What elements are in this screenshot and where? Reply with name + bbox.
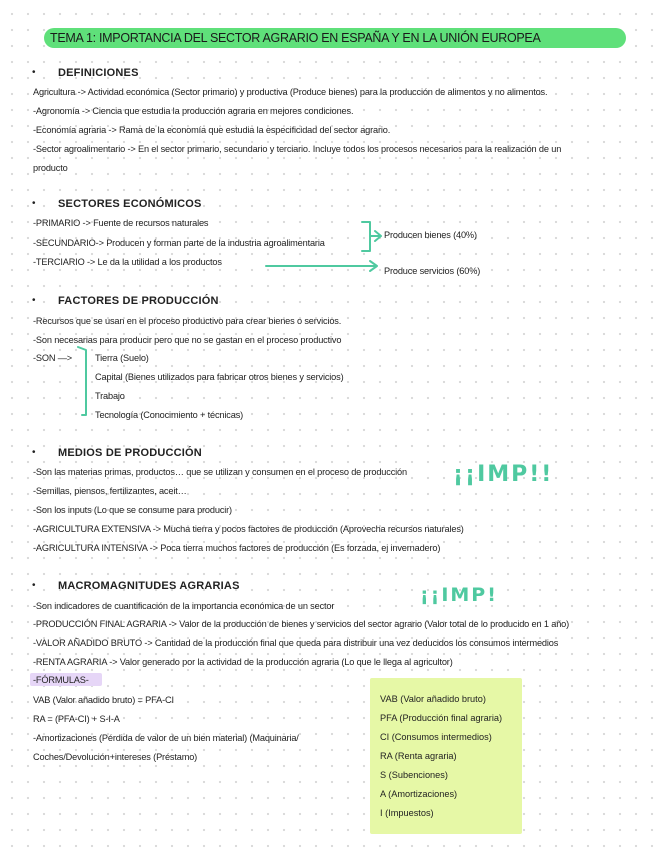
text-line: -Amortizaciones (Pérdida de valor de un bien material) (Maquinaria/ — [33, 733, 299, 743]
text-line: -AGRICULTURA EXTENSIVA -> Mucha tierra y pocos factores de producción (Aprovecha recursos naturales) — [33, 524, 464, 534]
bracket-icon — [362, 222, 370, 251]
legend-item: PFA (Producción final agraria) — [380, 713, 503, 723]
text-line: -RENTA AGRARIA -> Valor generado por la actividad de la producción agraria (Lo que le llega al agricultor) — [33, 657, 453, 667]
legend-item: A (Amortizaciones) — [380, 789, 458, 799]
text-line: producto — [33, 163, 68, 173]
section-heading-sectores: SECTORES ECONÓMICOS — [58, 198, 202, 210]
text-line: -Semillas, piensos, fertilizantes, aceit… — [33, 486, 187, 496]
text-line: -PRODUCCIÓN FINAL AGRARIA -> Valor de la producción de bienes y servicios del sector agrario (Valor total de lo producido en 1 año) — [33, 619, 570, 629]
bullet: • — [32, 580, 36, 591]
bullet: • — [32, 447, 36, 458]
section-heading-macro: MACROMAGNITUDES AGRARIAS — [58, 580, 240, 592]
text-line: -SECUNDARIO-> Producen y forman parte de la industria agroalimentaria — [33, 238, 325, 248]
text-line: -Economía agraria -> Rama de la economía que estudia la especificidad del sector agrario. — [33, 125, 391, 135]
text-line: Producen bienes (40%) — [384, 230, 477, 240]
bullet: • — [32, 295, 36, 306]
legend-item: I (Impuestos) — [380, 808, 434, 818]
text-line: -VALOR AÑADIDO BRUTO -> Cantidad de la producción final que queda para distribuir una vez deducidos los consumos intermedios — [33, 638, 559, 648]
text-line: Produce servicios (60%) — [384, 266, 481, 276]
bullet: • — [32, 198, 36, 209]
list-item: Trabajo — [95, 391, 125, 401]
text-line: -SON —> — [33, 353, 73, 363]
text-line: -AGRICULTURA INTENSIVA -> Poca tierra muchos factores de producción (Es forzada, ej invernadero) — [33, 543, 441, 553]
formula-line: VAB (Valor añadido bruto) = PFA-CI — [33, 695, 174, 705]
text-line: -PRIMARIO -> Fuente de recursos naturales — [33, 218, 209, 228]
section-heading-definiciones: DEFINICIONES — [58, 67, 139, 79]
text-line: Agricultura -> Actividad económica (Sector primario) y productiva (Produce bienes) para la producción de alimentos y no alimentos. — [33, 87, 548, 97]
text-line: -Sector agroalimentario -> En el sector primario, secundario y terciario. Incluye todos los procesos necesarios para la realización de un — [33, 144, 562, 154]
text-line: -TERCIARIO -> Le da la utilidad a los productos — [33, 257, 222, 267]
formula-line: RA = (PFA-CI) + S-I-A — [33, 714, 120, 724]
legend-item: CI (Consumos intermedios) — [380, 732, 492, 742]
imp-note: ¡¡IMP!! — [453, 462, 554, 487]
legend-item: S (Subenciones) — [380, 770, 448, 780]
list-item: Capital (Bienes utilizados para fabricar otros bienes y servicios) — [95, 372, 344, 382]
formulas-label: -FÓRMULAS- — [33, 675, 89, 685]
text-line: Coches/Devolución+intereses (Préstamo) — [33, 752, 198, 762]
page-title: TEMA 1: IMPORTANCIA DEL SECTOR AGRARIO EN ESPAÑA Y EN LA UNIÓN EUROPEA — [50, 31, 541, 45]
text-line: -Recursos que se usan en el proceso productivo para crear bienes o servicios. — [33, 316, 342, 326]
text-line: -Son las materias primas, productos… que se utilizan y consumen en el proceso de producción — [33, 467, 407, 477]
legend-item: VAB (Valor añadido bruto) — [380, 694, 486, 704]
section-heading-factores: FACTORES DE PRODUCCIÓN — [58, 295, 219, 307]
section-heading-medios: MEDIOS DE PRODUCCIÓN — [58, 447, 202, 459]
list-item: Tecnología (Conocimiento + técnicas) — [95, 410, 244, 420]
bullet: • — [32, 67, 36, 78]
imp-note: ¡¡IMP! — [420, 584, 498, 606]
list-item: Tierra (Suelo) — [95, 353, 149, 363]
legend-item: RA (Renta agraria) — [380, 751, 457, 761]
text-line: -Agronomía -> Ciencia que estudia la producción agraria en mejores condiciones. — [33, 106, 354, 116]
text-line: -Son los inputs (Lo que se consume para producir) — [33, 505, 232, 515]
text-line: -Son necesarias para producir pero que no se gastan en el proceso productivo — [33, 335, 342, 345]
text-line: -Son indicadores de cuantificación de la importancia económica de un sector — [33, 601, 335, 611]
